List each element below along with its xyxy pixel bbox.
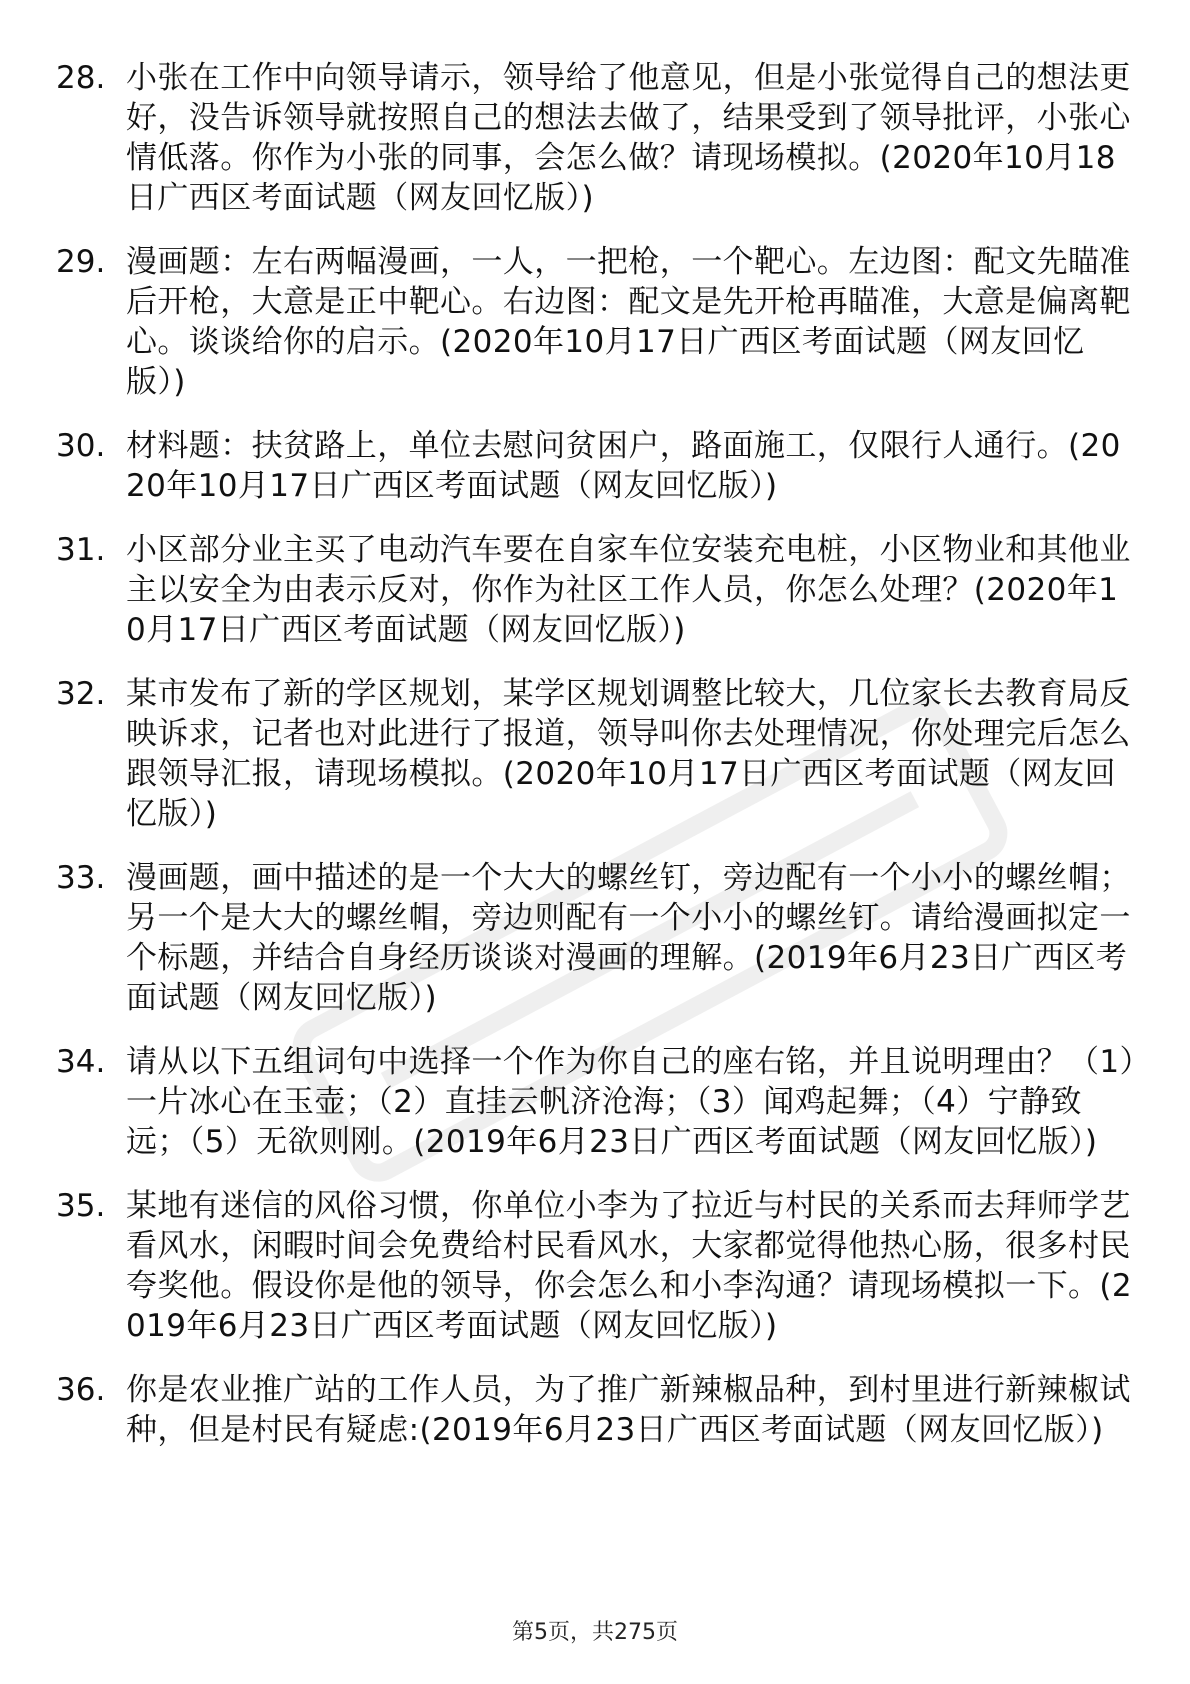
page-number: 第5页，共275页 [512,1620,678,1645]
question-item-34 [56,1042,1136,1162]
question-number: 31. [56,532,106,568]
question-item-33 [56,858,1136,1018]
question-number: 36. [56,1372,106,1408]
question-number: 30. [56,428,106,464]
question-text: 某市发布了新的学区规划，某学区规划调整比较大，几位家长去教育局反映诉求，记者也对此进行了报道，领导叫你去处理情况，你处理完后怎么跟领导汇报，请现场模拟。(2020年10月17日广西区考面试题（网友回忆版）) [126,676,1131,832]
question-text: 小区部分业主买了电动汽车要在自家车位安装充电桩，小区物业和其他业主以安全为由表示反对，你作为社区工作人员，你怎么处理？(2020年10月17日广西区考面试题（网友回忆版）) [126,532,1131,648]
question-text: 材料题：扶贫路上，单位去慰问贫困户，路面施工，仅限行人通行。(2020年10月17日广西区考面试题（网友回忆版）) [126,428,1121,504]
question-text: 漫画题：左右两幅漫画，一人，一把枪，一个靶心。左边图：配文先瞄准后开枪，大意是正中靶心。右边图：配文是先开枪再瞄准，大意是偏离靶心。谈谈给你的启示。(2020年10月17日广西区考面试题（网友回忆版）) [126,244,1131,400]
question-item-35 [56,1186,1136,1346]
question-text: 你是农业推广站的工作人员，为了推广新辣椒品种，到村里进行新辣椒试种，但是村民有疑虑:(2019年6月23日广西区考面试题（网友回忆版）) [126,1372,1131,1448]
page-footer [0,1618,1190,1648]
question-number: 28. [56,60,106,96]
question-text: 小张在工作中向领导请示，领导给了他意见，但是小张觉得自己的想法更好，没告诉领导就按照自己的想法去做了，结果受到了领导批评，小张心情低落。你作为小张的同事，会怎么做？请现场模拟。(2020年10月18日广西区考面试题（网友回忆版）) [126,60,1131,216]
question-item-32 [56,674,1136,834]
question-number: 32. [56,676,106,712]
question-number: 33. [56,860,106,896]
question-item-29 [56,242,1136,402]
question-number: 35. [56,1188,106,1224]
question-item-36 [56,1370,1136,1450]
question-number: 34. [56,1044,106,1080]
question-item-30 [56,426,1136,506]
question-item-31 [56,530,1136,650]
question-list [56,58,1136,1474]
question-text: 请从以下五组词句中选择一个作为你自己的座右铭，并且说明理由？（1）一片冰心在玉壶；（2）直挂云帆济沧海；（3）闻鸡起舞；（4）宁静致远；（5）无欲则刚。(2019年6月23日广西区考面试题（网友回忆版）) [126,1044,1136,1160]
question-text: 漫画题，画中描述的是一个大大的螺丝钉，旁边配有一个小小的螺丝帽；另一个是大大的螺丝帽，旁边则配有一个小小的螺丝钉。请给漫画拟定一个标题，并结合自身经历谈谈对漫画的理解。(2019年6月23日广西区考面试题（网友回忆版）) [126,860,1131,1016]
question-item-28 [56,58,1136,218]
question-text: 某地有迷信的风俗习惯，你单位小李为了拉近与村民的关系而去拜师学艺看风水，闲暇时间会免费给村民看风水，大家都觉得他热心肠，很多村民夸奖他。假设你是他的领导，你会怎么和小李沟通？请现场模拟一下。(2019年6月23日广西区考面试题（网友回忆版）) [126,1188,1133,1344]
question-number: 29. [56,244,106,280]
